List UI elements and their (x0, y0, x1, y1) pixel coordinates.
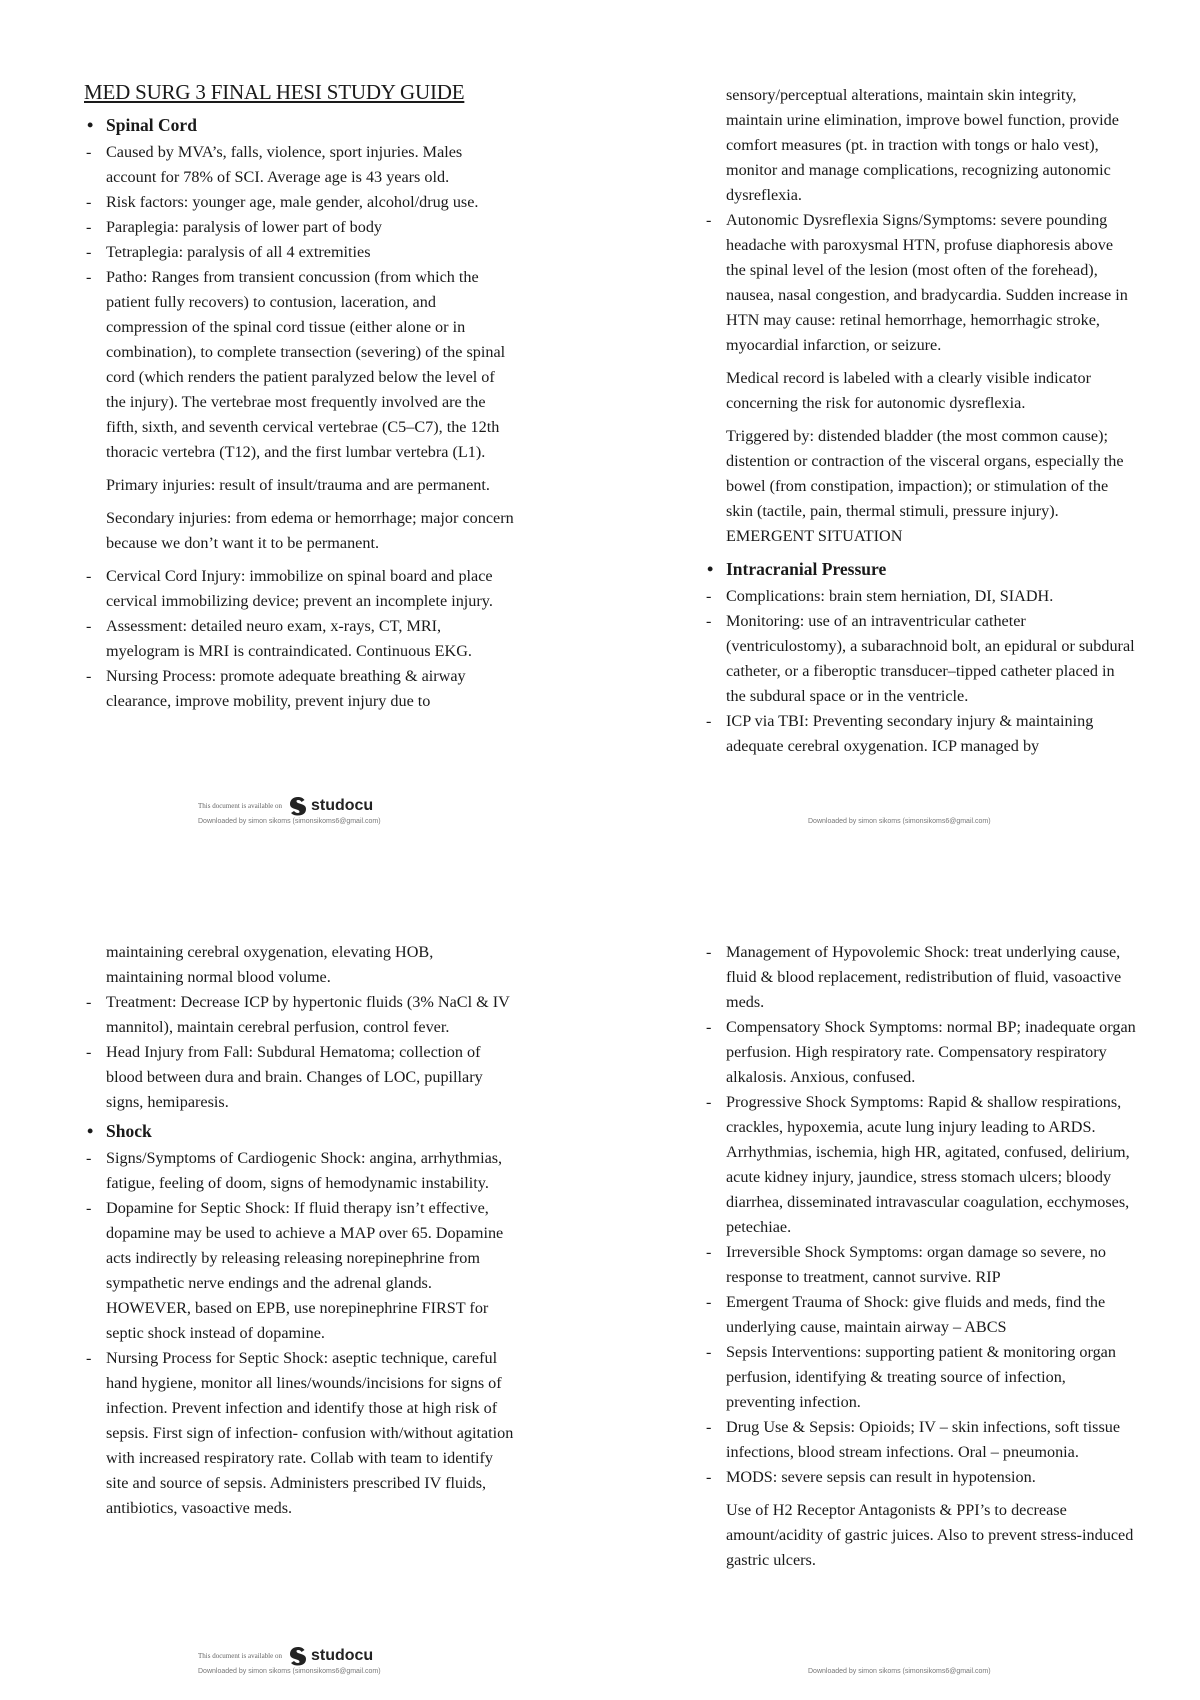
list-item: - Compensatory Shock Symptoms: normal BP; inadequate organ perfusion. High respiratory rate. Compensatory respiratory alkalosis. Anxious, confused. (704, 1015, 1136, 1090)
section-heading-spinal-cord: • Spinal Cord (84, 113, 514, 138)
page-4 (600, 850, 1200, 1700)
list-item: - Nursing Process for Septic Shock: aseptic technique, careful hand hygiene, monitor all lines/wounds/incisions for signs of infection. Prevent infection and identify those at high risk of sepsis. First sign of infection- confusion with/without agitation with increased respiratory rate. Collab with team to identify site and source of sepsis. Administers prescribed IV fluids, antibiotics, vasoactive meds. (84, 1346, 514, 1521)
page-4-content (704, 940, 1136, 1581)
document-title: MED SURG 3 FINAL HESI STUDY GUIDE (84, 80, 465, 104)
list-item: - Drug Use & Sepsis: Opioids; IV – skin infections, soft tissue infections, blood stream infections. Oral – pneumonia. (704, 1415, 1136, 1465)
spinal-cord-list (84, 140, 514, 465)
icp-list (704, 584, 1136, 759)
studocu-icon (288, 796, 308, 816)
footer-download: Downloaded by simon sikoms (simonsikoms6@gmail.com) (808, 818, 991, 825)
page-2-content (704, 83, 1136, 759)
section-heading-icp: • Intracranial Pressure (704, 557, 1136, 582)
list-item: - Management of Hypovolemic Shock: treat underlying cause, fluid & blood replacement, redistribution of fluid, vasoactive meds. (704, 940, 1136, 1015)
list-item: - Complications: brain stem herniation, DI, SIADH. (704, 584, 1136, 609)
list-item: - Paraplegia: paralysis of lower part of body (84, 215, 514, 240)
footer-availability (198, 1646, 373, 1666)
list-item: - Autonomic Dysreflexia Signs/Symptoms: severe pounding headache with paroxysmal HTN, profuse diaphoresis above the spinal level of the lesion (most often of the forehead), nausea, nasal congestion, and bradycardia. Sudden increase in HTN may cause: retinal hemorrhage, hemorrhagic stroke, myocardial infarction, or seizure. (704, 208, 1136, 358)
list-item: - Cervical Cord Injury: immobilize on spinal board and place cervical immobilizing device; prevent an incomplete injury. (84, 564, 514, 614)
paragraph: Medical record is labeled with a clearly visible indicator concerning the risk for autonomic dysreflexia. (726, 369, 1091, 412)
footer-download: Downloaded by simon sikoms (simonsikoms6@gmail.com) (198, 1668, 381, 1675)
list-item: - Dopamine for Septic Shock: If fluid therapy isn’t effective, dopamine may be used to achieve a MAP over 65. Dopamine acts indirectly by releasing releasing norepinephrine from sympathetic nerve endings and the adrenal glands. HOWEVER, based on EPB, use norepinephrine FIRST for septic shock instead of dopamine. (84, 1196, 514, 1346)
list-item: - Sepsis Interventions: supporting patient & monitoring organ perfusion, identifying & treating source of infection, preventing infection. (704, 1340, 1136, 1415)
spinal-cord-list-2 (84, 564, 514, 714)
paragraph: Triggered by: distended bladder (the most common cause); distention or contraction of the visceral organs, especially the bowel (from constipation, impaction); or stimulation of the skin (tactile, pain, thermal stimuli, pressure injury). EMERGENT SITUATION (726, 427, 1124, 545)
list-item: - Monitoring: use of an intraventricular catheter (ventriculostomy), a subarachnoid bolt, an epidural or subdural catheter, or a fiberoptic transducer–tipped catheter placed in the subdural space or in the ventricle. (704, 609, 1136, 709)
list-item: - Progressive Shock Symptoms: Rapid & shallow respirations, crackles, hypoxemia, acute lung injury leading to ARDS. Arrhythmias, ischemia, high HR, agitated, confused, delirium, acute kidney injury, jaundice, stress stomach ulcers; bloody diarrhea, disseminated intravascular coagulation, ecchymoses, petechiae. (704, 1090, 1136, 1240)
brand-text: studocu (310, 797, 374, 814)
list-item: - Treatment: Decrease ICP by hypertonic fluids (3% NaCl & IV mannitol), maintain cerebral perfusion, control fever. (84, 990, 514, 1040)
list-item: - Risk factors: younger age, male gender, alcohol/drug use. (84, 190, 514, 215)
page-3 (0, 850, 600, 1700)
studocu-logo[interactable] (288, 1646, 373, 1666)
list-item: - Irreversible Shock Symptoms: organ damage so severe, no response to treatment, cannot survive. RIP (704, 1240, 1136, 1290)
footer-availability (198, 796, 373, 816)
brand-text: studocu (310, 1647, 374, 1664)
studocu-logo[interactable] (288, 796, 373, 816)
list-item: - MODS: severe sepsis can result in hypotension. (704, 1465, 1136, 1490)
list-item: - ICP via TBI: Preventing secondary injury & maintaining adequate cerebral oxygenation. ICP managed by (704, 709, 1136, 759)
page-3-content (84, 940, 514, 1521)
list-item: - Tetraplegia: paralysis of all 4 extremities (84, 240, 514, 265)
continued-text: maintaining cerebral oxygenation, elevating HOB, maintaining normal blood volume. (106, 943, 434, 986)
paragraph: Secondary injuries: from edema or hemorrhage; major concern because we don’t want it to be permanent. (106, 509, 514, 552)
paragraph: Primary injuries: result of insult/trauma and are permanent. (106, 476, 490, 494)
page-1-content (84, 80, 514, 714)
footer-available-text: This document is available on (198, 1652, 282, 1660)
page-1 (0, 0, 600, 850)
page-2 (600, 0, 1200, 850)
paragraph: Use of H2 Receptor Antagonists & PPI’s to decrease amount/acidity of gastric juices. Also to prevent stress-induced gastric ulcers. (726, 1501, 1134, 1569)
continued-text: sensory/perceptual alterations, maintain skin integrity, maintain urine elimination, improve bowel function, provide comfort measures (pt. in traction with tongs or halo vest), monitor and manage complications, recognizing autonomic dysreflexia. (726, 86, 1119, 204)
shock-list-continued (704, 940, 1136, 1490)
footer-download: Downloaded by simon sikoms (simonsikoms6@gmail.com) (808, 1668, 991, 1675)
footer-download: Downloaded by simon sikoms (simonsikoms6@gmail.com) (198, 818, 381, 825)
list-item: - Assessment: detailed neuro exam, x-rays, CT, MRI, myelogram is MRI is contraindicated. Continuous EKG. (84, 614, 514, 664)
list-item: - Head Injury from Fall: Subdural Hematoma; collection of blood between dura and brain. Changes of LOC, pupillary signs, hemiparesis. (84, 1040, 514, 1115)
icp-list-continued (84, 990, 514, 1115)
list-item: - Caused by MVA’s, falls, violence, sport injuries. Males account for 78% of SCI. Average age is 43 years old. (84, 140, 514, 190)
list-item: - Patho: Ranges from transient concussion (from which the patient fully recovers) to contusion, laceration, and compression of the spinal cord tissue (either alone or in combination), to complete transection (severing) of the spinal cord (which renders the patient paralyzed below the level of the injury). The vertebrae most frequently involved are the fifth, sixth, and seventh cervical vertebrae (C5–C7), the 12th thoracic vertebra (T12), and the first lumbar vertebra (L1). (84, 265, 514, 465)
autonomic-list (704, 208, 1136, 358)
list-item: - Signs/Symptoms of Cardiogenic Shock: angina, arrhythmias, fatigue, feeling of doom, signs of hemodynamic instability. (84, 1146, 514, 1196)
shock-list (84, 1146, 514, 1521)
studocu-icon (288, 1646, 308, 1666)
footer-available-text: This document is available on (198, 802, 282, 810)
list-item: - Nursing Process: promote adequate breathing & airway clearance, improve mobility, prevent injury due to (84, 664, 514, 714)
section-heading-shock: • Shock (84, 1119, 514, 1144)
list-item: - Emergent Trauma of Shock: give fluids and meds, find the underlying cause, maintain airway – ABCS (704, 1290, 1136, 1340)
